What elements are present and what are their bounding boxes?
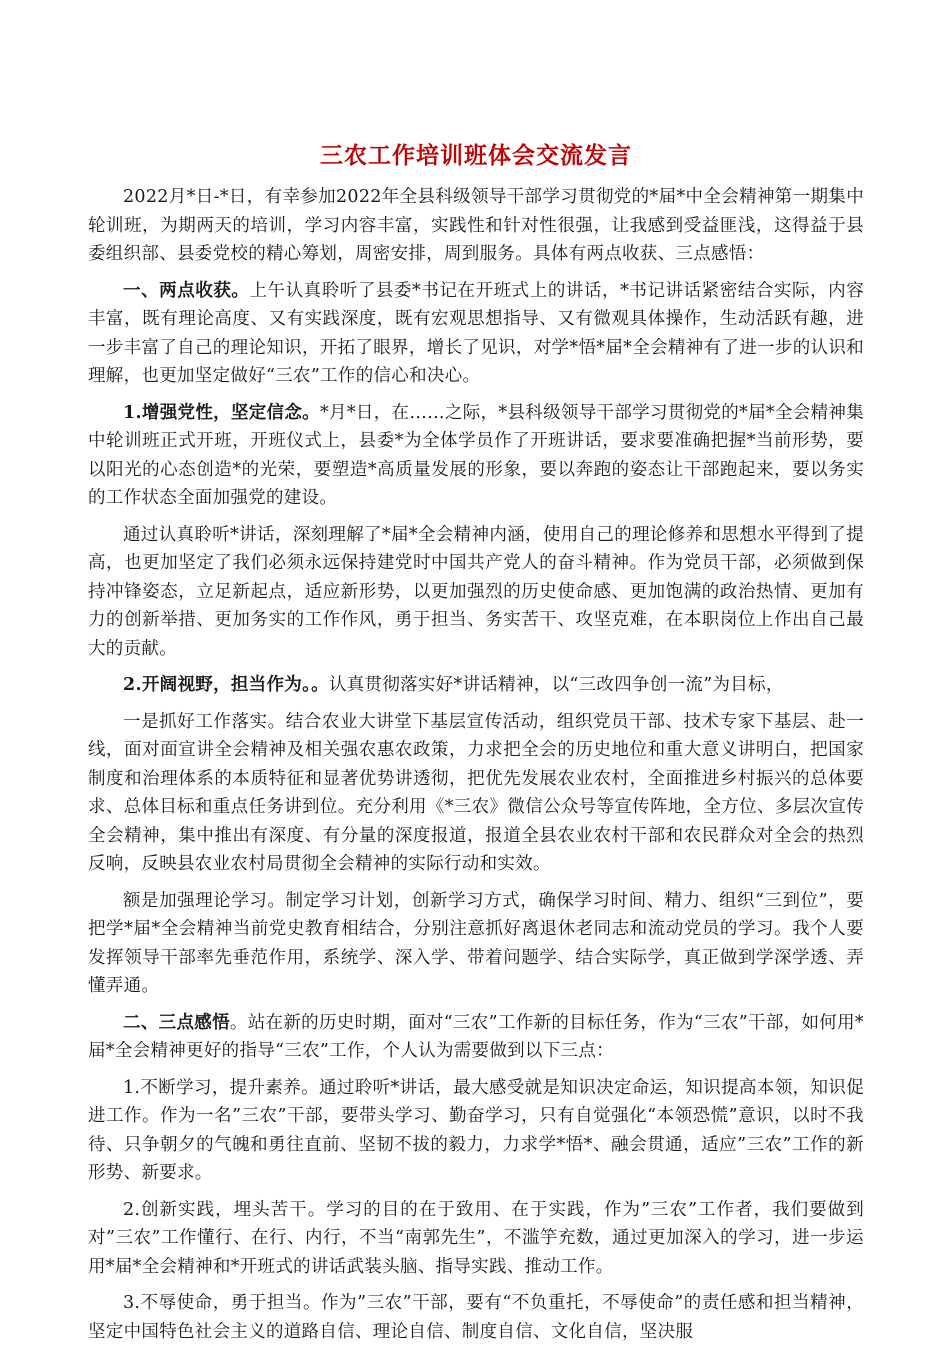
paragraph: [88, 887, 864, 1001]
paragraph-text: 2.创新实践，埋头苦干。学习的目的在于致用、在于实践，作为”三农”工作者，我们要做到对”三农”工作懂行、在行、内行，不当“南郭先生”，不滥竽充数，通过更加深入的学习，进一步运用*届*全会精神和*开班式的讲话武装头脑、指导实践、推动工作。: [88, 1199, 864, 1277]
paragraph-text: 1.不断学习，提升素养。通过聆听*讲话，最大感受就是知识决定命运，知识提高本领，知识促进工作。作为一名”三农”干部，要带头学习、勤奋学习，只有自觉强化“本领恐慌”意识，以时不我待、只争朝夕的气魄和勇往直前、坚韧不拔的毅力，力求学*悟*、融会贯通，适应”三农”工作的新形势、新要求。: [88, 1077, 864, 1183]
paragraph: [88, 671, 864, 700]
section-heading: 二、三点感悟: [123, 1012, 230, 1033]
document-title: 三农工作培训班体会交流发言: [320, 142, 632, 169]
document-page: [88, 138, 864, 1354]
paragraph: [88, 183, 864, 269]
paragraph: [88, 1074, 864, 1188]
paragraph-text: 3.不辱使命，勇于担当。作为”三农”干部，要有“不负重托，不辱使命”的责任感和担当精神，坚定中国特色社会主义的道路自信、理论自信、制度自信、文化自信，坚决服: [88, 1293, 864, 1342]
paragraph: [88, 708, 864, 879]
paragraph-text: 额是加强理论学习。制定学习计划，创新学习方式，确保学习时间、精力、组织“三到位”，要把学*届*全会精神当前党史教育相结合，分别注意抓好离退休老同志和流动党员的学习。我个人要发挥领导干部率先垂范作用，系统学、深入学、带着问题学、结合实际学，真正做到学深学透、弄懂弄通。: [88, 890, 864, 996]
paragraph-text: 一是抓好工作落实。结合农业大讲堂下基层宣传活动，组织党员干部、技术专家下基层、赴一线，面对面宣讲全会精神及相关强农惠农政策，力求把全会的历史地位和重大意义讲明白，把国家制度和治理体系的本质特征和显著优势讲透彻，把优先发展农业农村，全面推进乡村振兴的总体要求、总体目标和重点任务讲到位。充分利用《*三农》微信公众号等宣传阵地，全方位、多层次宣传全会精神，集中推出有深度、有分量的深度报道，报道全县农业农村干部和农民群众对全会的热烈反响，反映县农业农村局贯彻全会精神的实际行动和实效。: [88, 711, 864, 874]
subsection-heading: 1.增强党性，坚定信念。: [123, 402, 320, 423]
paragraph: [88, 1009, 864, 1066]
paragraph-text: 2022月*日-*日，有幸参加2022年全县科级领导干部学习贯彻党的*届*中全会精神第一期集中轮训班，为期两天的培训，学习内容丰富，实践性和针对性很强，让我感到受益匪浅，这得益于县委组织部、县委党校的精心筹划，周密安排，周到服务。具体有两点收获、三点感悟：: [88, 187, 864, 264]
paragraph: [88, 1196, 864, 1282]
paragraph-text: 上午认真聆听了县委*书记在开班式上的讲话，*书记讲话紧密结合实际，内容丰富，既有理论高度、又有实践深度，既有宏观思想指导、又有微观具体操作，生动活跃有趣，进一步丰富了自己的理论知识，开拓了眼界，增长了见识，对学*悟*届*全会精神有了进一步的认识和理解，也更加坚定做好“三农”工作的信心和决心。: [88, 280, 864, 386]
paragraph-text: *月*日，在……之际，*县科级领导干部学习贯彻党的*届*全会精神集中轮训班正式开班，开班仪式上，县委*为全体学员作了开班讲话，要求要准确把握*当前形势，要以阳光的心态创造*的光荣，要塑造*高质量发展的形象，要以奔跑的姿态让干部跑起来，要以务实的工作状态全面加强党的建设。: [88, 402, 864, 508]
subsection-heading: 2.开阔视野，担当作为。。: [123, 675, 329, 695]
paragraph: [88, 277, 864, 391]
section-heading: 一、两点收获。: [123, 280, 250, 301]
paragraph: [88, 399, 864, 513]
paragraph-text: 。站在新的历史时期，面对“三农”工作新的目标任务，作为“三农”干部，如何用*届*全会精神更好的指导“三农”工作，个人认为需要做到以下三点：: [88, 1012, 864, 1061]
paragraph-text: 通过认真聆听*讲话，深刻理解了*届*全会精神内涵，使用自己的理论修养和思想水平得到了提高，也更加坚定了我们必须永远保持建党时中国共产党人的奋斗精神。作为党员干部，必须做到保持冲锋姿态，立足新起点，适应新形势，以更加强烈的历史使命感、更加饱满的政治热情、更加有力的创新举措、更加务实的工作作风，勇于担当、务实苦干、攻坚克难，在本职岗位上作出自己最大的贡献。: [88, 524, 864, 659]
paragraph: [88, 521, 864, 664]
paragraph-text: 认真贯彻落实好*讲话精神，以“三改四争创一流”为目标，: [328, 675, 784, 695]
paragraph: [88, 1289, 864, 1346]
